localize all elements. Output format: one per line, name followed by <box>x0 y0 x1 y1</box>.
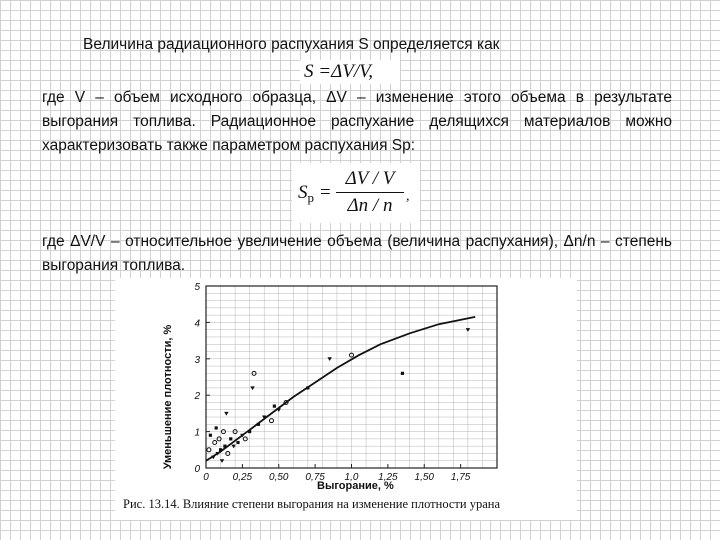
x-tick-label: 1,75 <box>450 472 471 483</box>
data-point <box>207 448 211 452</box>
x-tick-label: 0 <box>203 472 209 483</box>
chart-svg <box>115 278 577 493</box>
intro-text: Величина радиационного распухания S определяется как <box>83 36 500 53</box>
data-point <box>224 412 228 416</box>
y-tick-label: 4 <box>194 318 200 330</box>
data-point <box>229 437 232 440</box>
formula2-fraction-bar <box>336 192 404 193</box>
y-tick-label: 1 <box>194 427 200 439</box>
data-point <box>401 372 404 375</box>
data-point <box>215 426 218 429</box>
data-point <box>257 423 260 426</box>
paragraph-explanation: где ΔV/V – относительное увеличение объема (величина распухания), Δn/n – степень выгорания топлива. <box>42 233 672 274</box>
formula-swelling: S =ΔV/V, <box>300 60 400 84</box>
y-tick-label: 0 <box>194 464 200 475</box>
x-tick-label: 1,50 <box>414 472 434 483</box>
y-tick-label: 5 <box>194 282 200 293</box>
data-point <box>236 441 239 444</box>
data-point <box>306 386 309 389</box>
x-tick-label: 0,75 <box>305 472 325 483</box>
y-tick-label: 2 <box>194 391 200 403</box>
paragraph-definition: где V – объем исходного образца, ΔV – изменение этого объема в результате выгорания топлива. Радиационное распухание делящихся материалов можно характеризовать также параметром распухания Sp: <box>42 89 672 154</box>
formula2-symbol: S <box>298 182 308 203</box>
formula2-denominator: Δn / n <box>347 195 393 216</box>
data-point <box>269 419 273 423</box>
formula2-equals: = <box>314 182 332 203</box>
x-tick-label: 0,25 <box>232 472 253 483</box>
formula-swelling-parameter <box>292 163 420 223</box>
figure-caption: Рис. 13.14. Влияние степени выгорания на изменение плотности урана <box>123 497 500 511</box>
formula2-comma: , <box>406 189 410 204</box>
x-tick-label: 1,0 <box>344 472 359 483</box>
data-point <box>209 434 212 437</box>
y-axis-label: Уменьшение плотности, % <box>162 324 174 470</box>
y-tick-label: 3 <box>194 354 200 366</box>
formula2-lhs <box>298 182 332 206</box>
data-point <box>248 430 251 433</box>
x-tick-label: 1,25 <box>378 472 398 483</box>
data-point <box>250 386 254 390</box>
x-axis-label: Выгорание, % <box>317 480 394 492</box>
formula2-subscript: p <box>307 190 314 205</box>
data-point <box>466 328 470 332</box>
formula2-numerator: ΔV / V <box>345 168 395 189</box>
data-point <box>273 405 276 408</box>
data-point <box>213 441 217 445</box>
data-point <box>219 448 222 451</box>
formula2-fraction <box>336 167 404 218</box>
data-point <box>223 445 226 448</box>
data-point <box>327 357 331 361</box>
x-tick-label: 0,50 <box>269 472 289 483</box>
figure-burnup-density <box>115 278 577 520</box>
